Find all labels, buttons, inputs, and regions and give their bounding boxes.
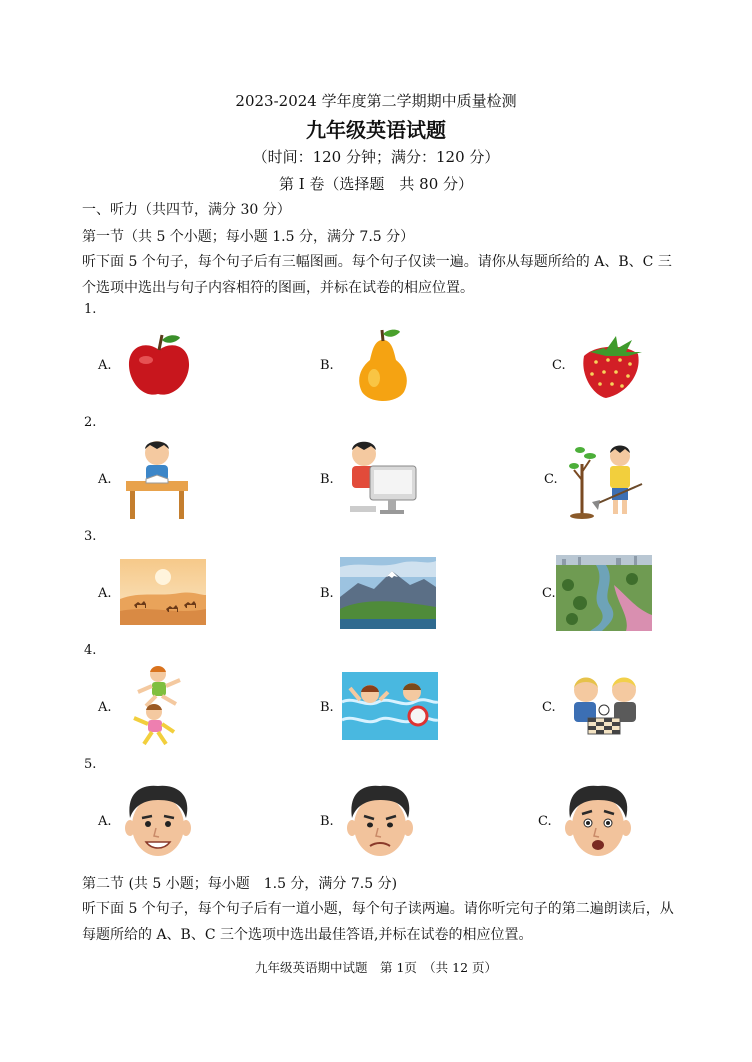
question-number: 1.	[84, 302, 97, 317]
kids-swimming	[342, 672, 438, 740]
option-label: B.	[320, 814, 334, 829]
volume-heading: 第 I 卷（选择题 共 80 分）	[278, 175, 474, 193]
exam-term-line: 2023-2024 学年度第二学期期中质量检测	[235, 92, 517, 110]
park-river-aerial	[556, 555, 652, 631]
page-title: 九年级英语试题	[306, 118, 446, 142]
question-number: 2.	[84, 415, 97, 430]
section1-heading: 第一节（共 5 个小题；每小题 1.5 分，满分 7.5 分）	[82, 229, 415, 245]
section2-instruction: 听下面 5 个句子，每个句子后有一道小题，每个句子读两遍。请你听完句子的第二遍朗读后，从每题所给的 A、B、C 三个选项中选出最佳答语,并标在试卷的相应位置。	[82, 901, 674, 943]
question-number: 5.	[84, 757, 97, 772]
option-label: C.	[552, 358, 566, 373]
pear-icon	[352, 328, 414, 404]
kids-playing-chess	[566, 672, 646, 738]
apple-icon	[124, 332, 194, 400]
section1-instruction: 听下面 5 个句子，每个句子后有三幅图画。每个句子仅读一遍。请你从每题所给的 A、B、C 三个选项中选出与句子内容相符的图画，并标在试卷的相应位置。	[82, 254, 672, 296]
option-label: C.	[538, 814, 552, 829]
option-label: B.	[320, 700, 334, 715]
question-number: 3.	[84, 529, 97, 544]
happy-face	[122, 782, 194, 860]
section2-heading: 第二节 (共 5 小题；每小题 1.5 分，满分 7.5 分)	[82, 876, 398, 892]
part-heading: 一、听力（共四节，满分 30 分）	[82, 202, 291, 218]
option-label: A.	[98, 472, 112, 487]
option-label: C.	[544, 472, 558, 487]
time-score-line: （时间：120 分钟；满分：120 分）	[252, 148, 500, 166]
option-label: A.	[98, 358, 112, 373]
kids-running	[124, 664, 194, 748]
option-label: C.	[542, 586, 556, 601]
mountain-landscape	[340, 557, 436, 629]
boy-using-computer	[344, 436, 418, 520]
option-label: B.	[320, 472, 334, 487]
desert-camels	[120, 559, 206, 625]
option-label: B.	[320, 358, 334, 373]
option-label: C.	[542, 700, 556, 715]
strawberry-icon	[576, 334, 646, 400]
boy-planting-tree	[566, 440, 646, 520]
sad-face	[344, 782, 416, 860]
option-label: A.	[98, 586, 112, 601]
boy-reading-at-desk	[124, 437, 190, 521]
surprised-face	[562, 782, 634, 860]
option-label: A.	[98, 814, 112, 829]
question-number: 4.	[84, 643, 97, 658]
option-label: B.	[320, 586, 334, 601]
page-footer: 九年级英语期中试题 第 1页 （共 12 页）	[254, 960, 498, 975]
option-label: A.	[98, 700, 112, 715]
